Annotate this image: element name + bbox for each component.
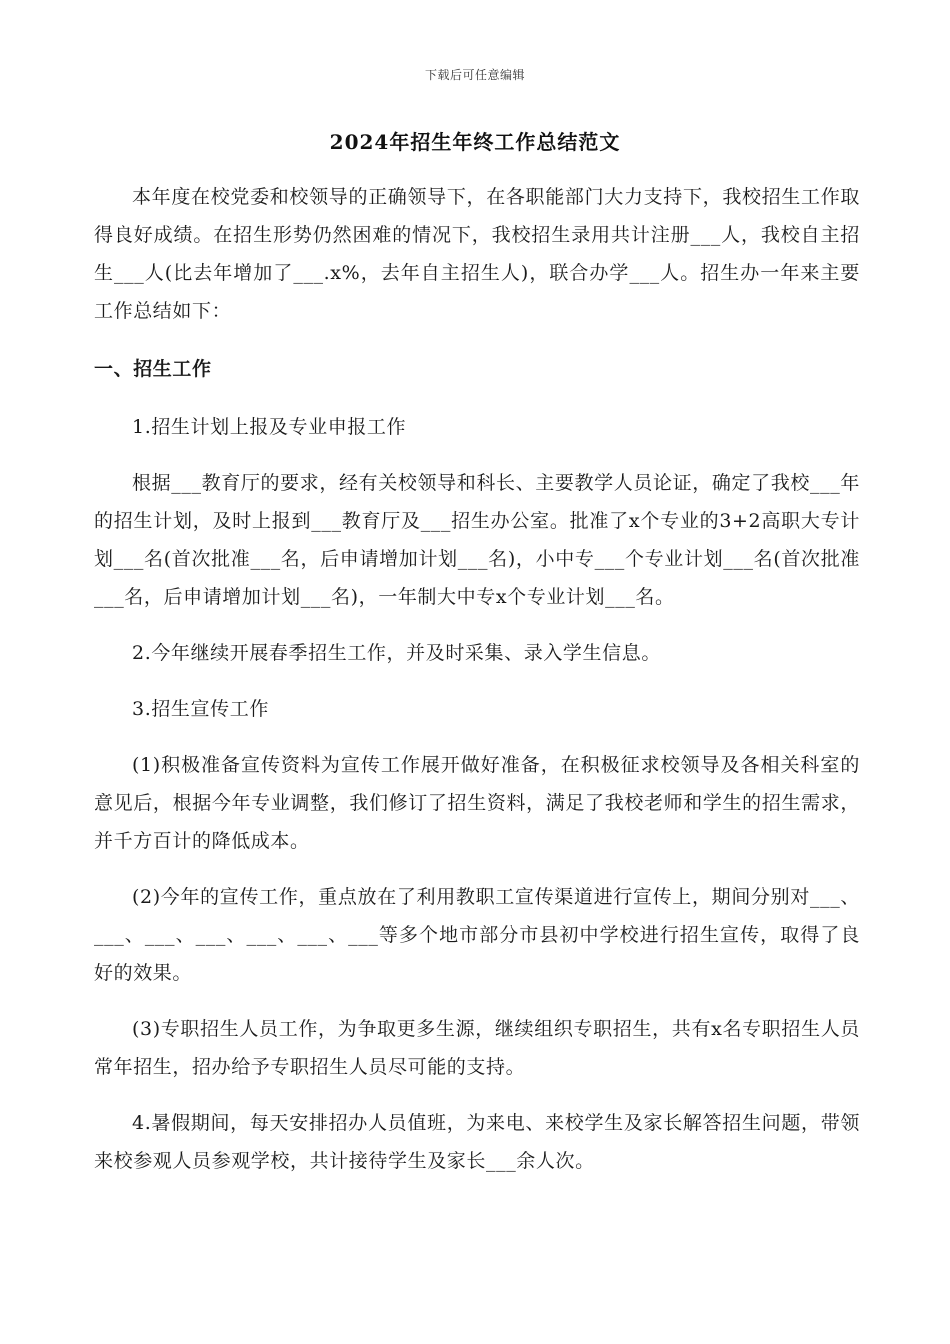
item-summer-duty: 4.暑假期间，每天安排招办人员值班，为来电、来校学生及家长解答招生问题，带领来校参观人员参观学校，共计接待学生及家长___余人次。 [94, 1112, 860, 1172]
section-heading-enrollment: 一、招生工作 [94, 358, 212, 380]
document-body [94, 178, 860, 1180]
subitem-dedicated-staff: (3)专职招生人员工作，为争取更多生源，继续组织专职招生，共有x名专职招生人员常年招生，招办给予专职招生人员尽可能的支持。 [94, 1018, 860, 1078]
subitem-publicity-materials: (1)积极准备宣传资料为宣传工作展开做好准备，在积极征求校领导及各相关科室的意见后，根据今年专业调整，我们修订了招生资料，满足了我校老师和学生的招生需求，并千方百计的降低成本。 [94, 754, 860, 852]
intro-paragraph: 本年度在校党委和校领导的正确领导下，在各职能部门大力支持下，我校招生工作取得良好成绩。在招生形势仍然困难的情况下，我校招生录用共计注册___人，我校自主招生___人(比去年增加了___.x%，去年自主招生人)，联合办学___人。招生办一年来主要工作总结如下： [94, 186, 860, 322]
subitem-publicity-channels: (2)今年的宣传工作，重点放在了利用教职工宣传渠道进行宣传上，期间分别对___、___、___、___、___、___、___等多个地市部分市县初中学校进行招生宣传，取得了良好的效果。 [94, 886, 860, 984]
item-heading-plan: 1.招生计划上报及专业申报工作 [132, 416, 407, 438]
document-title: 2024年招生年终工作总结范文 [329, 130, 621, 154]
page-header-note: 下载后可任意编辑 [424, 68, 525, 82]
item-spring-enrollment: 2.今年继续开展春季招生工作，并及时采集、录入学生信息。 [132, 642, 661, 664]
item-body-plan: 根据___教育厅的要求，经有关校领导和科长、主要教学人员论证，确定了我校___年的招生计划，及时上报到___教育厅及___招生办公室。批准了x个专业的3+2高职大专计划___名(首次批准___名，后申请增加计划___名)，小中专___个专业计划___名(首次批准___名，后申请增加计划___名)，一年制大中专x个专业计划___名。 [94, 472, 860, 608]
item-heading-publicity: 3.招生宣传工作 [132, 698, 269, 720]
